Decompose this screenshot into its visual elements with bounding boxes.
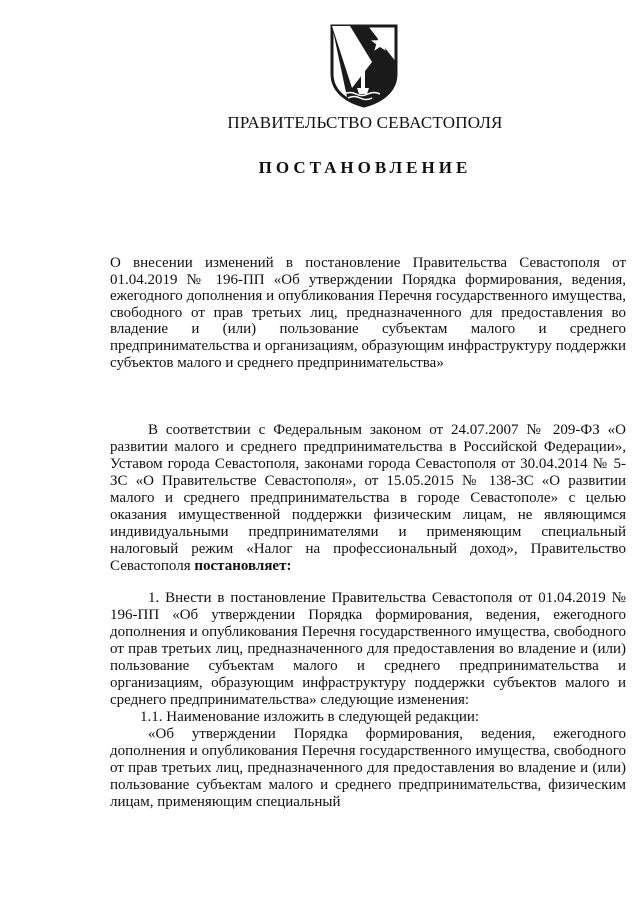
preamble-text: В соответствии с Федеральным законом от 24.07.2007 № 209-ФЗ «О развитии малого и среднего предпринимательства в Российской Федерации», Уставом города Севастополя, законами города Севастополя от 30.04.2014 № 5-ЗС «О Правительстве Севастополя», от 15.05.2015 № 138-ЗС «О развитии малого и среднего предпринимательства в городе Севастополе» с целью оказания имущественной поддержки физическим лицам, не являющимся индивидуальными предпринимателями и применяющим специальный налоговый режим «Налог на профессиональный доход», Правительство Севастополя [110,422,626,574]
document-body [110,422,626,811]
preamble-paragraph: В соответствии с Федеральным законом от 24.07.2007 № 209-ФЗ «О развитии малого и среднего предпринимательства в Российской Федерации», Уставом города Севастополя, законами города Севастополя от 30.04.2014 № 5-ЗС «О Правительстве Севастополя», от 15.05.2015 № 138-ЗС «О развитии малого и среднего предпринимательства в городе Севастополе» с целью оказания имущественной поддержки физическим лицам, не являющимся индивидуальными предпринимателями и применяющим специальный налоговый режим «Налог на профессиональный доход», Правительство Севастополя постановляет: [110,422,626,574]
organization-name: ПРАВИТЕЛЬСТВО СЕВАСТОПОЛЯ [227,113,503,132]
item-1-1-paragraph: 1.1. Наименование изложить в следующей редакции: [140,709,480,725]
new-title-paragraph: «Об утверждении Порядка формирования, ведения, ежегодного дополнения и опубликования Перечня государственного имущества, свободного от прав третьих лиц, предназначенного для предоставления во владение и (или) пользование субъектам малого и среднего предпринимательства, физическим лицам, применяющим специальный [110,726,626,810]
document-type: ПОСТАНОВЛЕНИЕ [258,158,472,177]
document-subject: О внесении изменений в постановление Правительства Севастополя от 01.04.2019 № 196-ПП «Об утверждении Порядка формирования, ведения, ежегодного дополнения и опубликования Перечня государственного имущества, свободного от прав третьих лиц, предназначенного для предоставления во владение и (или) пользование субъектам малого и среднего предпринимательства и организациям, образующим инфраструктуру поддержки субъектов малого и среднего предпринимательства» [110,255,626,371]
decree-word: постановляет [194,558,287,574]
sevastopol-coat-of-arms-icon [328,22,400,108]
item-1-paragraph: 1. Внести в постановление Правительства Севастополя от 01.04.2019 № 196-ПП «Об утверждении Порядка формирования, ведения, ежегодного дополнения и опубликования Перечня государственного имущества, свободного от прав третьих лиц, предназначенного для предоставления во владение и (или) пользование субъектам малого и среднего предпринимательства и организациям, образующим инфраструктуру поддержки субъектов малого и среднего предпринимательства» следующие изменения: [110,590,626,708]
